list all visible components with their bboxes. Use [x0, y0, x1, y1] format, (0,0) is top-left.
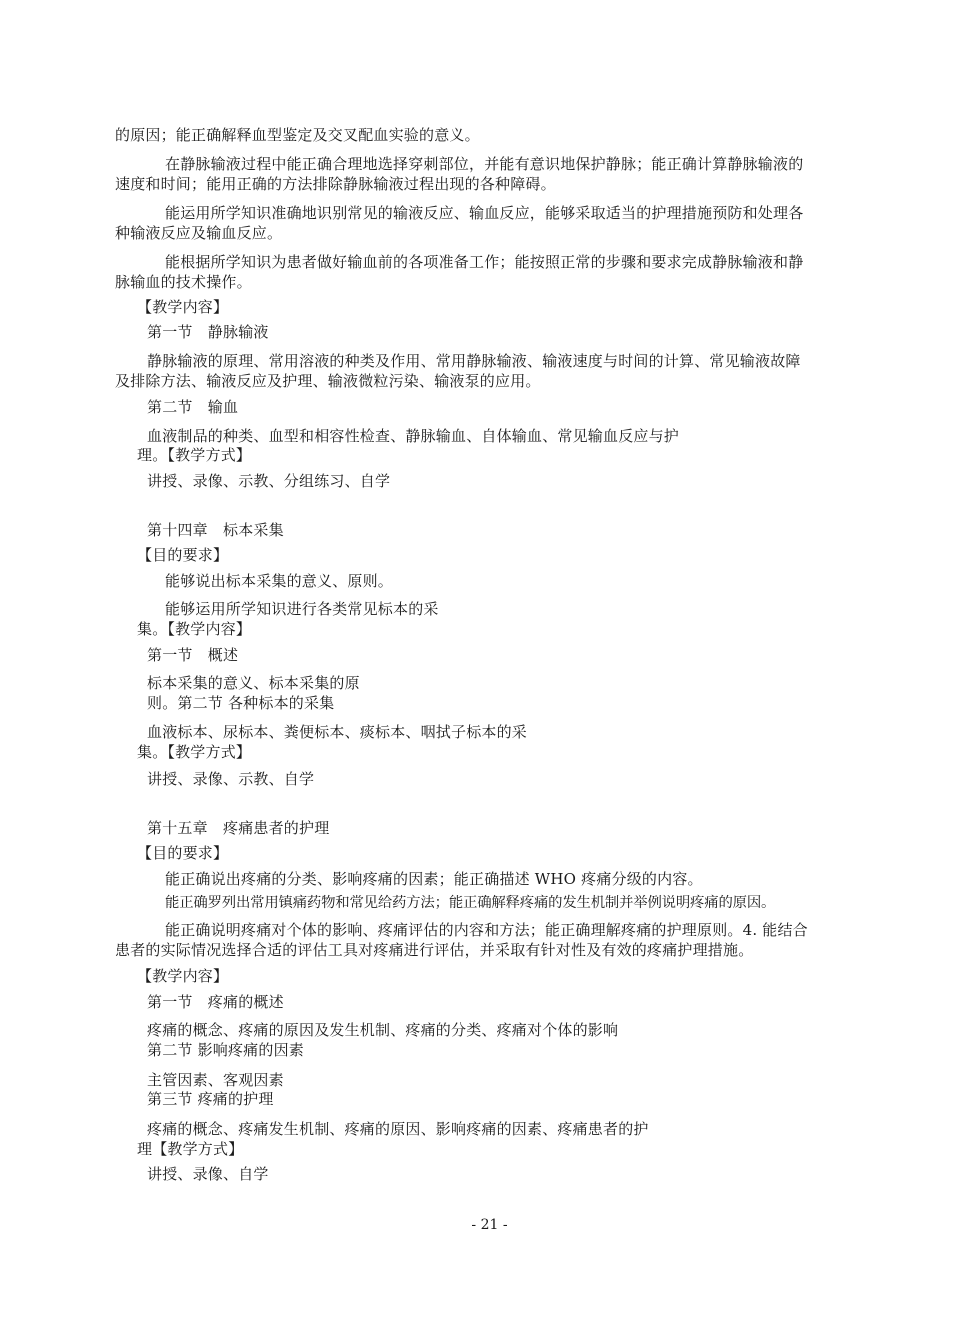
text-line: 脉输血的技术操作。: [115, 273, 252, 291]
section-heading: 【目的要求】: [137, 844, 229, 862]
section-heading: 【目的要求】: [137, 546, 229, 564]
text-line: 种输液反应及输血反应。: [115, 224, 283, 242]
text-line: 能够运用所学知识进行各类常见标本的采: [165, 600, 439, 618]
page-number: - 21 -: [471, 1217, 508, 1233]
text-line: 讲授、录像、自学: [147, 1165, 269, 1183]
text-line: 集。【教学方式】: [137, 743, 252, 761]
text-line: 血液制品的种类、血型和相容性检查、静脉输血、自体输血、常见输血反应与护: [147, 427, 680, 445]
section-heading: 第二节 影响疼痛的因素: [147, 1041, 304, 1059]
chapter-title: 第十五章 疼痛患者的护理: [147, 819, 330, 837]
text-line: 则。第二节 各种标本的采集: [147, 694, 335, 712]
text-line: 能根据所学知识为患者做好输血前的各项准备工作；能按照正常的步骤和要求完成静脉输液和静: [165, 253, 804, 271]
text-line: 及排除方法、输液反应及护理、输液微粒污染、输液泵的应用。: [115, 372, 541, 390]
section-heading: 第一节 静脉输液: [147, 323, 269, 341]
section-heading: 第一节 疼痛的概述: [147, 993, 284, 1011]
text-line: 血液标本、尿标本、粪便标本、痰标本、咽拭子标本的采: [147, 723, 528, 741]
text-line: 能正确说出疼痛的分类、影响疼痛的因素；能正确描述 WHO 疼痛分级的内容。: [165, 870, 703, 888]
text-line: 能运用所学知识准确地识别常见的输液反应、输血反应，能够采取适当的护理措施预防和处理各: [165, 204, 804, 222]
text-line: 疼痛的概念、疼痛发生机制、疼痛的原因、影响疼痛的因素、疼痛患者的护: [147, 1120, 649, 1138]
text-line: 主管因素、客观因素: [147, 1071, 284, 1089]
section-heading: 第二节 输血: [147, 398, 239, 416]
text-line: 静脉输液的原理、常用溶液的种类及作用、常用静脉输液、输液速度与时间的计算、常见输液故障: [147, 352, 801, 370]
text-line: 疼痛的概念、疼痛的原因及发生机制、疼痛的分类、疼痛对个体的影响: [147, 1021, 619, 1039]
text-line: 的原因；能正确解释血型鉴定及交叉配血实验的意义。: [115, 126, 480, 144]
text-line: 理【教学方式】: [137, 1140, 244, 1158]
text-line: 理。【教学方式】: [137, 446, 252, 464]
section-heading: 【教学内容】: [137, 298, 229, 316]
text-line: 速度和时间；能用正确的方法排除静脉输液过程出现的各种障碍。: [115, 175, 556, 193]
chapter-title: 第十四章 标本采集: [147, 521, 284, 539]
text-line: 能正确说明疼痛对个体的影响、疼痛评估的内容和方法；能正确理解疼痛的护理原则。4. 能结合: [165, 921, 808, 939]
text-line: 标本采集的意义、标本采集的原: [147, 674, 360, 692]
text-line: 能够说出标本采集的意义、原则。: [165, 572, 394, 590]
text-line: 讲授、录像、示教、分组练习、自学: [147, 472, 391, 490]
text-line: 能正确罗列出常用镇痛药物和常见给药方法；能正确解释疼痛的发生机制并举例说明疼痛的原因。: [165, 895, 776, 911]
text-line: 患者的实际情况选择合适的评估工具对疼痛进行评估，并采取有针对性及有效的疼痛护理措施。: [115, 941, 754, 959]
text-line: 在静脉输液过程中能正确合理地选择穿刺部位，并能有意识地保护静脉；能正确计算静脉输液的: [165, 155, 804, 173]
text-line: 集。【教学内容】: [137, 620, 252, 638]
section-heading: 第一节 概述: [147, 646, 239, 664]
text-line: 讲授、录像、示教、自学: [147, 770, 315, 788]
section-heading: 第三节 疼痛的护理: [147, 1090, 274, 1108]
section-heading: 【教学内容】: [137, 967, 229, 985]
